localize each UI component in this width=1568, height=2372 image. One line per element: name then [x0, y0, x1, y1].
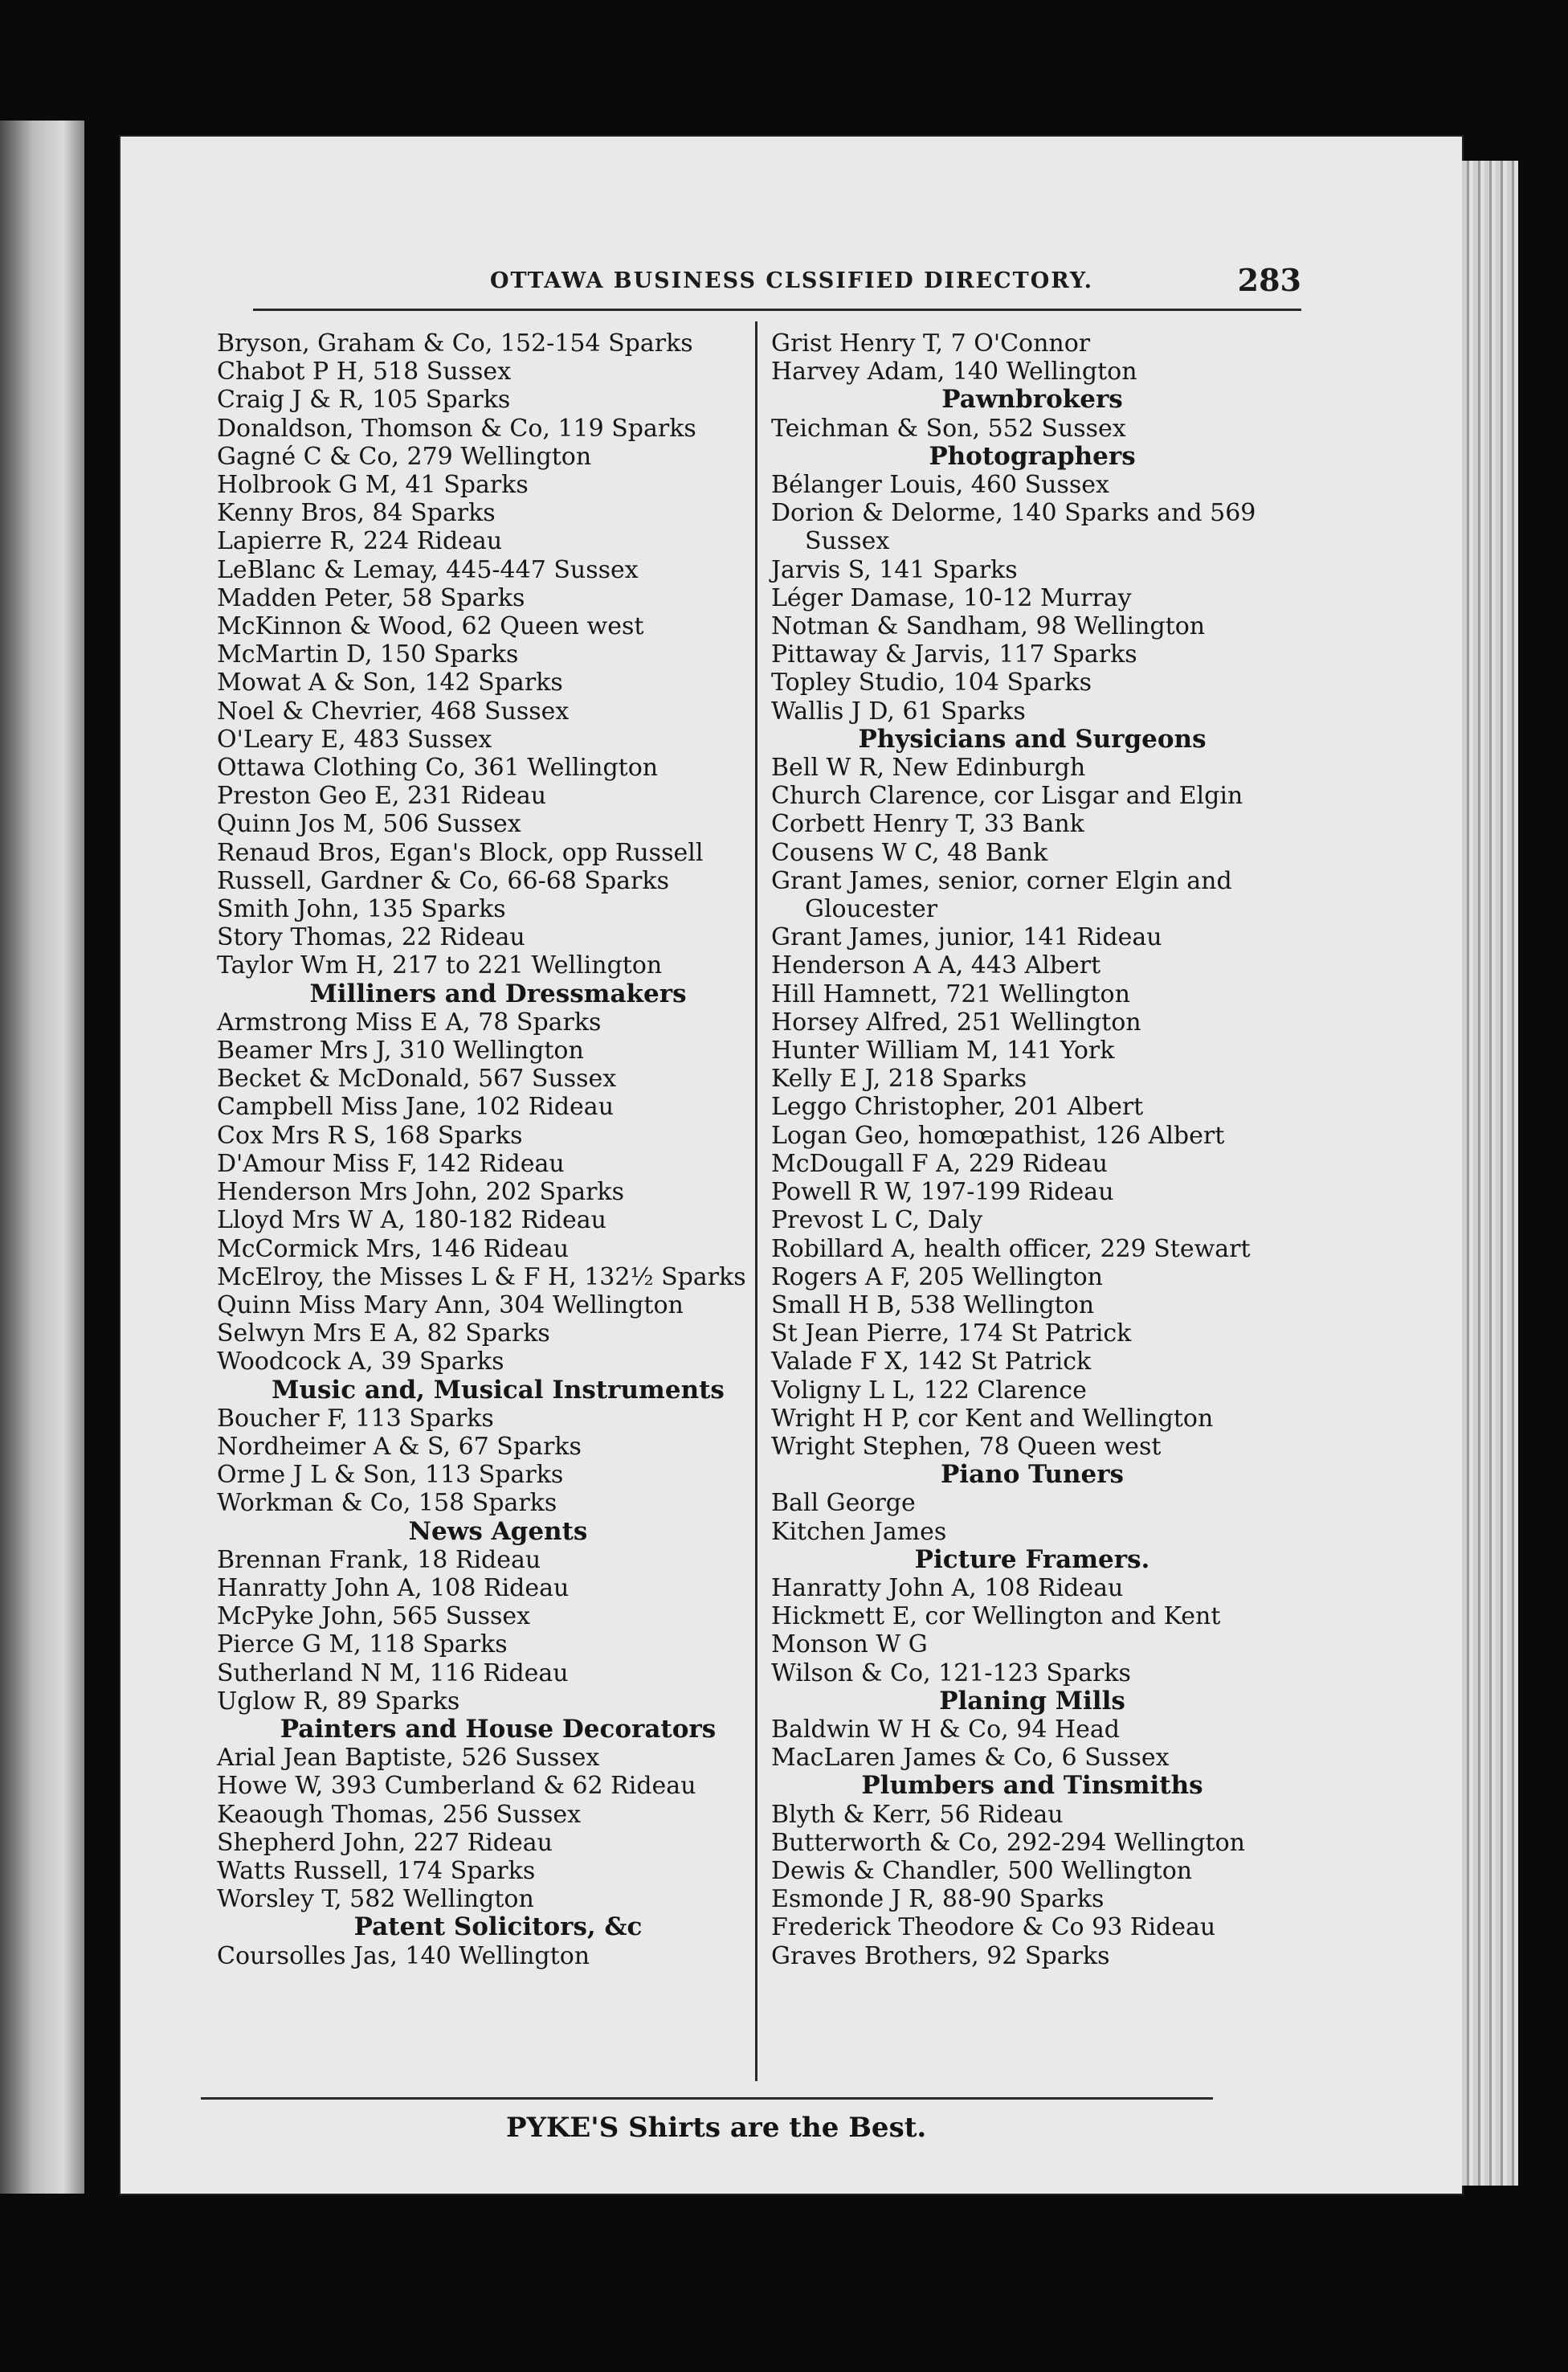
- directory-entry: Preston Geo E, 231 Rideau: [217, 782, 547, 811]
- directory-entry: McDougall F A, 229 Rideau: [771, 1149, 1109, 1178]
- adjacent-page-edge: [0, 121, 84, 2194]
- directory-entry: Sutherland N M, 116 Rideau: [217, 1658, 569, 1687]
- running-title: OTTAWA BUSINESS CLSSIFIED DIRECTORY.: [490, 268, 1094, 293]
- directory-entry: Russell, Gardner & Co, 66-68 Sparks: [217, 866, 669, 895]
- directory-entry: Baldwin W H & Co, 94 Head: [771, 1715, 1120, 1744]
- directory-entry: Henderson Mrs John, 202 Sparks: [217, 1178, 624, 1207]
- category-heading: Plumbers and Tinsmiths: [861, 1771, 1203, 1801]
- category-heading: Picture Framers.: [914, 1544, 1150, 1574]
- category-heading: Patent Solicitors, &c: [353, 1912, 643, 1942]
- directory-entry: Robillard A, health officer, 229 Stewart: [771, 1234, 1251, 1263]
- directory-entry: Small H B, 538 Wellington: [771, 1290, 1095, 1319]
- directory-entry: Mowat A & Son, 142 Sparks: [217, 669, 563, 697]
- directory-entry: Wallis J D, 61 Sparks: [771, 697, 1026, 726]
- directory-entry: Kitchen James: [771, 1517, 947, 1546]
- directory-entry: Léger Damase, 10-12 Murray: [771, 583, 1132, 612]
- directory-entry: Hickmett E, cor Wellington and Kent: [771, 1602, 1221, 1631]
- directory-entry: Watts Russell, 174 Sparks: [217, 1856, 536, 1885]
- category-heading: Physicians and Surgeons: [858, 724, 1207, 754]
- directory-entry: Bélanger Louis, 460 Sussex: [771, 471, 1109, 500]
- directory-entry: Frederick Theodore & Co 93 Rideau: [771, 1913, 1216, 1942]
- directory-entry: Kelly E J, 218 Sparks: [771, 1065, 1027, 1094]
- directory-entry: Campbell Miss Jane, 102 Rideau: [217, 1093, 615, 1122]
- directory-entry: Ottawa Clothing Co, 361 Wellington: [217, 754, 659, 783]
- right-column: [771, 329, 1293, 1970]
- footer-advertisement: PYKE'S Shirts are the Best.: [506, 2112, 927, 2144]
- directory-entry: Powell R W, 197-199 Rideau: [771, 1178, 1114, 1207]
- directory-entry: Prevost L C, Daly: [771, 1206, 983, 1235]
- directory-entry: Blyth & Kerr, 56 Rideau: [771, 1800, 1064, 1829]
- directory-entry: Graves Brothers, 92 Sparks: [771, 1941, 1110, 1970]
- directory-entry: Bell W R, New Edinburgh: [771, 754, 1086, 783]
- directory-entry: McCormick Mrs, 146 Rideau: [217, 1234, 570, 1263]
- directory-entry: Selwyn Mrs E A, 82 Sparks: [217, 1319, 550, 1348]
- directory-entry: Valade F X, 142 St Patrick: [771, 1348, 1092, 1376]
- directory-entry: Madden Peter, 58 Sparks: [217, 583, 525, 612]
- header-rule: [253, 309, 1301, 311]
- directory-entry: Dorion & Delorme, 140 Sparks and 569 Sussex: [771, 499, 1256, 556]
- left-column: [217, 329, 779, 1970]
- directory-entry: Butterworth & Co, 292-294 Wellington: [771, 1828, 1245, 1857]
- directory-entry: Monson W G: [771, 1630, 928, 1659]
- directory-entry: Leggo Christopher, 201 Albert: [771, 1093, 1144, 1122]
- directory-entry: Voligny L L, 122 Clarence: [771, 1376, 1087, 1405]
- directory-entry: Donaldson, Thomson & Co, 119 Sparks: [217, 414, 696, 443]
- directory-entry: Esmonde J R, 88-90 Sparks: [771, 1885, 1105, 1914]
- book-page-stack-edge: [1462, 161, 1518, 2186]
- directory-entry: Church Clarence, cor Lisgar and Elgin: [771, 782, 1243, 811]
- directory-entry: McPyke John, 565 Sussex: [217, 1602, 531, 1631]
- directory-entry: Ball George: [771, 1489, 916, 1518]
- directory-entry: Hunter William M, 141 York: [771, 1037, 1115, 1065]
- directory-entry: Shepherd John, 227 Rideau: [217, 1828, 553, 1857]
- category-heading: Milliners and Dressmakers: [309, 979, 687, 1008]
- directory-entry: Dewis & Chandler, 500 Wellington: [771, 1856, 1193, 1885]
- directory-entry: Cousens W C, 48 Bank: [771, 838, 1048, 867]
- directory-entry: Notman & Sandham, 98 Wellington: [771, 612, 1206, 641]
- directory-entry: Lloyd Mrs W A, 180-182 Rideau: [217, 1206, 606, 1235]
- directory-entry: Smith John, 135 Sparks: [217, 895, 506, 924]
- directory-entry: Holbrook G M, 41 Sparks: [217, 471, 529, 500]
- directory-entry: Wright H P, cor Kent and Wellington: [771, 1404, 1214, 1433]
- directory-entry: Hill Hamnett, 721 Wellington: [771, 979, 1130, 1008]
- directory-entry: Hanratty John A, 108 Rideau: [771, 1573, 1124, 1602]
- directory-entry: Harvey Adam, 140 Wellington: [771, 358, 1137, 386]
- directory-entry: Arial Jean Baptiste, 526 Sussex: [217, 1744, 600, 1773]
- directory-entry: Worsley T, 582 Wellington: [217, 1885, 534, 1914]
- directory-entry: Gagné C & Co, 279 Wellington: [217, 442, 592, 471]
- directory-entry: Boucher F, 113 Sparks: [217, 1404, 494, 1433]
- directory-entry: Corbett Henry T, 33 Bank: [771, 810, 1084, 839]
- category-heading: Photographers: [929, 441, 1136, 471]
- directory-entry: Wright Stephen, 78 Queen west: [771, 1432, 1162, 1461]
- directory-entry: Renaud Bros, Egan's Block, opp Russell: [217, 838, 704, 867]
- directory-entry: Pierce G M, 118 Sparks: [217, 1630, 508, 1659]
- directory-entry: Hanratty John A, 108 Rideau: [217, 1573, 570, 1602]
- category-heading: Painters and House Decorators: [280, 1714, 717, 1744]
- directory-entry: Beamer Mrs J, 310 Wellington: [217, 1037, 584, 1065]
- directory-entry: Quinn Miss Mary Ann, 304 Wellington: [217, 1290, 684, 1319]
- directory-entry: Coursolles Jas, 140 Wellington: [217, 1941, 590, 1970]
- directory-entry: D'Amour Miss F, 142 Rideau: [217, 1149, 565, 1178]
- directory-entry: Nordheimer A & S, 67 Sparks: [217, 1432, 582, 1461]
- footer-rule: [201, 2097, 1213, 2100]
- directory-entry: Armstrong Miss E A, 78 Sparks: [217, 1008, 602, 1037]
- directory-entry: Horsey Alfred, 251 Wellington: [771, 1008, 1141, 1037]
- directory-entry: Topley Studio, 104 Sparks: [771, 669, 1092, 697]
- directory-entry: Keaough Thomas, 256 Sussex: [217, 1800, 582, 1829]
- directory-entry: Grant James, senior, corner Elgin and Gloucester: [771, 866, 1232, 924]
- directory-entry: Logan Geo, homœpathist, 126 Albert: [771, 1121, 1225, 1150]
- directory-entry: O'Leary E, 483 Sussex: [217, 725, 492, 754]
- directory-entry: MacLaren James & Co, 6 Sussex: [771, 1744, 1170, 1773]
- directory-entry: Bryson, Graham & Co, 152-154 Sparks: [217, 329, 693, 358]
- directory-entry: Taylor Wm H, 217 to 221 Wellington: [217, 951, 663, 980]
- directory-entry: Howe W, 393 Cumberland & 62 Rideau: [217, 1772, 696, 1801]
- directory-entry: McKinnon & Wood, 62 Queen west: [217, 612, 644, 641]
- directory-entry: McElroy, the Misses L & F H, 132½ Sparks: [217, 1262, 746, 1291]
- directory-entry: Chabot P H, 518 Sussex: [217, 358, 512, 386]
- directory-entry: Quinn Jos M, 506 Sussex: [217, 810, 521, 839]
- page-number: 283: [1237, 262, 1301, 298]
- category-heading: Piano Tuners: [941, 1460, 1124, 1490]
- directory-entry: Kenny Bros, 84 Sparks: [217, 499, 496, 528]
- category-heading: Pawnbrokers: [941, 385, 1123, 415]
- directory-entry: Wilson & Co, 121-123 Sparks: [771, 1658, 1131, 1687]
- directory-entry: Story Thomas, 22 Rideau: [217, 923, 525, 952]
- category-heading: Music and, Musical Instruments: [272, 1375, 725, 1405]
- category-heading: News Agents: [408, 1516, 588, 1546]
- directory-entry: Orme J L & Son, 113 Sparks: [217, 1461, 564, 1490]
- directory-entry: Rogers A F, 205 Wellington: [771, 1262, 1103, 1291]
- directory-entry: Noel & Chevrier, 468 Sussex: [217, 697, 570, 726]
- directory-entry: McMartin D, 150 Sparks: [217, 640, 519, 669]
- directory-entry: Woodcock A, 39 Sparks: [217, 1348, 504, 1376]
- directory-entry: Grist Henry T, 7 O'Connor: [771, 329, 1091, 358]
- category-heading: Planing Mills: [939, 1686, 1125, 1716]
- directory-entry: Cox Mrs R S, 168 Sparks: [217, 1121, 523, 1150]
- directory-entry: Henderson A A, 443 Albert: [771, 951, 1101, 980]
- directory-entry: Becket & McDonald, 567 Sussex: [217, 1065, 617, 1094]
- directory-entry: Jarvis S, 141 Sparks: [771, 555, 1018, 584]
- directory-entry: Pittaway & Jarvis, 117 Sparks: [771, 640, 1137, 669]
- directory-entry: Brennan Frank, 18 Rideau: [217, 1545, 541, 1574]
- directory-entry: Workman & Co, 158 Sparks: [217, 1489, 557, 1518]
- directory-entry: Grant James, junior, 141 Rideau: [771, 923, 1162, 952]
- directory-entry: Teichman & Son, 552 Sussex: [771, 414, 1126, 443]
- directory-entry: Lapierre R, 224 Rideau: [217, 527, 503, 556]
- directory-entry: Craig J & R, 105 Sparks: [217, 386, 511, 415]
- directory-entry: LeBlanc & Lemay, 445-447 Sussex: [217, 555, 639, 584]
- page-header: [253, 259, 1301, 307]
- directory-entry: St Jean Pierre, 174 St Patrick: [771, 1319, 1132, 1348]
- directory-entry: Uglow R, 89 Sparks: [217, 1687, 460, 1716]
